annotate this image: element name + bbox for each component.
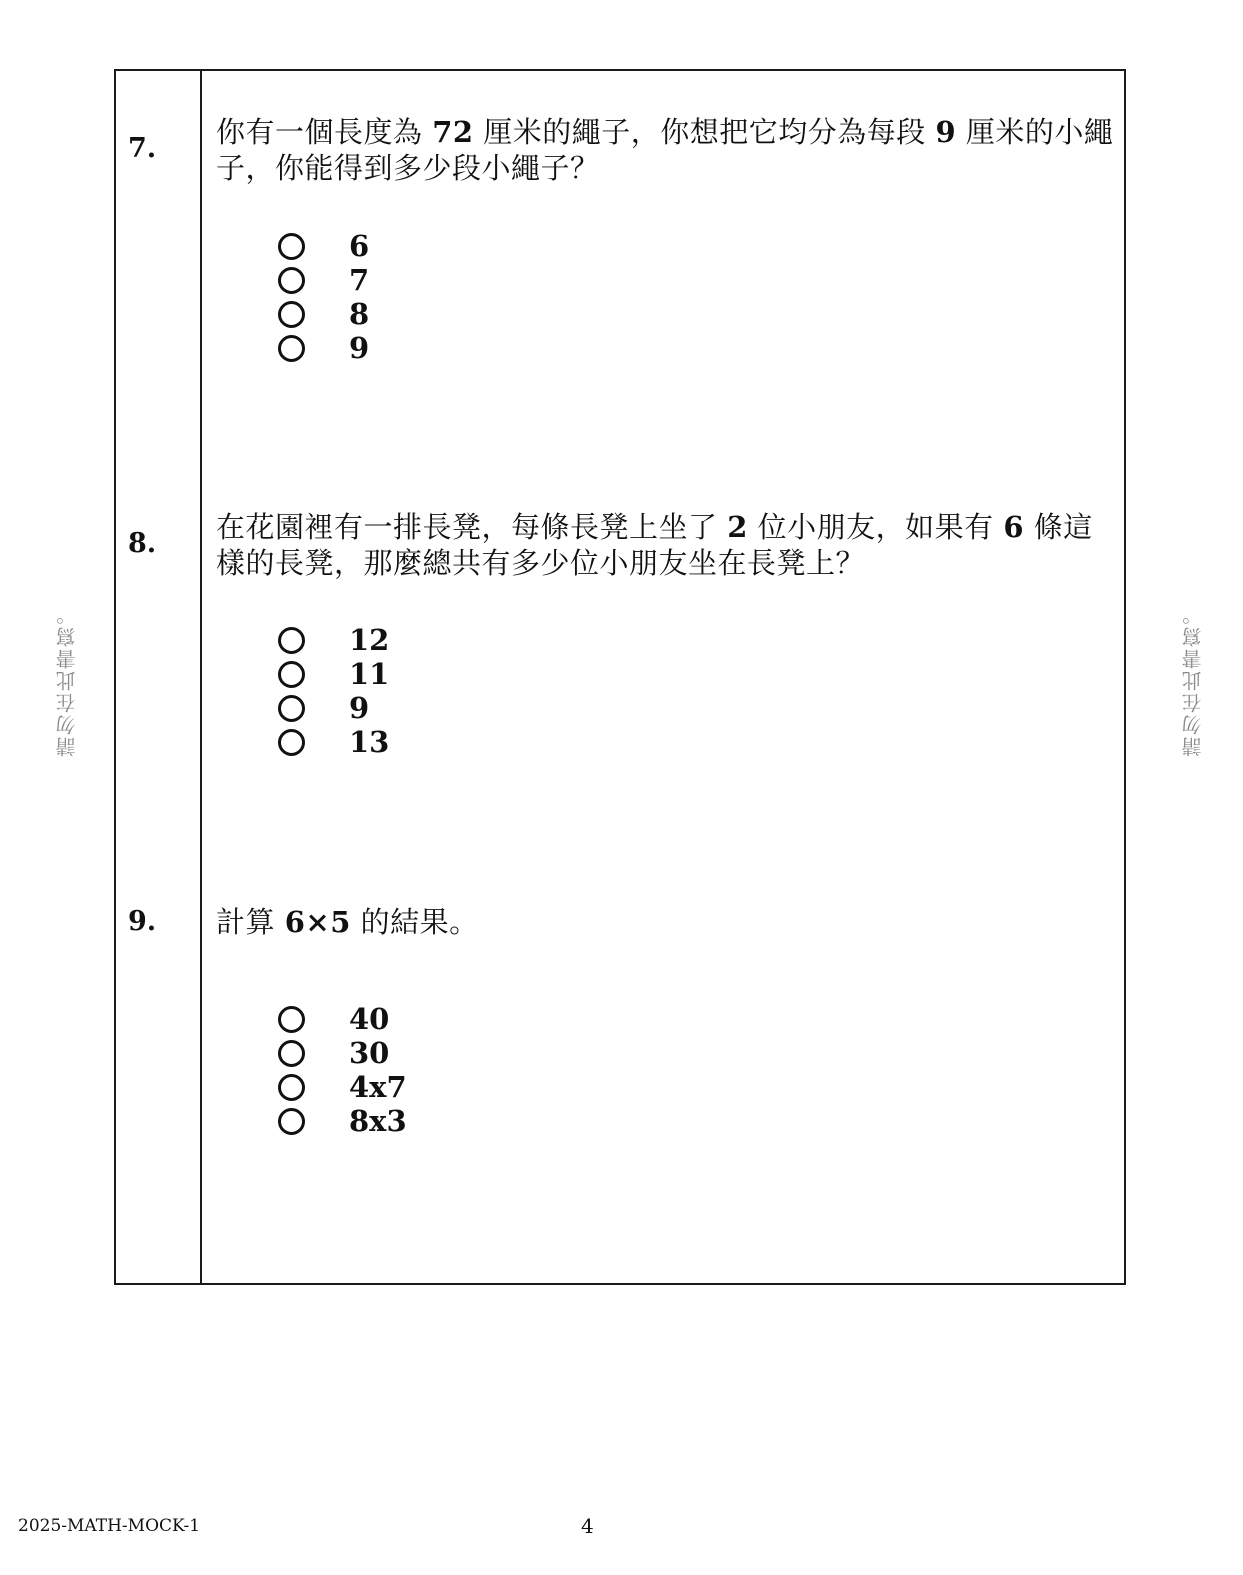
question-7-text [216, 114, 1116, 186]
right-margin-note: 請勿在此書寫。 [1181, 603, 1205, 757]
page-number: 4 [581, 1514, 594, 1538]
q9-text-b: 的結果。 [350, 905, 479, 939]
q8-option-c[interactable] [278, 691, 389, 725]
option-label: 30 [349, 1036, 390, 1070]
option-label: 9 [349, 331, 370, 365]
q7-text-c: 厘米的小繩子，你能得到多少段小繩子？ [216, 115, 1114, 185]
answer-bubble[interactable] [278, 1074, 305, 1101]
option-label: 11 [349, 657, 390, 691]
q7-segment-value: 9 [935, 115, 957, 149]
option-label: 8 [349, 297, 370, 331]
question-8-text [216, 509, 1116, 581]
answer-bubble[interactable] [278, 695, 305, 722]
q8-option-b[interactable] [278, 657, 389, 691]
answer-bubble[interactable] [278, 301, 305, 328]
q8-option-a[interactable] [278, 623, 389, 657]
question-9-text [216, 904, 1116, 940]
q7-option-b[interactable] [278, 263, 369, 297]
q7-option-c[interactable] [278, 297, 369, 331]
answer-bubble[interactable] [278, 1040, 305, 1067]
q7-text-a: 你有一個長度為 [216, 115, 433, 149]
q7-option-d[interactable] [278, 331, 369, 365]
answer-bubble[interactable] [278, 1108, 305, 1135]
question-8-number: 8. [128, 528, 157, 559]
q8-bench-value: 6 [1003, 510, 1025, 544]
question-table-border [114, 69, 1126, 1285]
option-label: 13 [349, 725, 390, 759]
q9-text-a: 計算 [216, 905, 285, 939]
q9-option-b[interactable] [278, 1036, 407, 1070]
q7-option-a[interactable] [278, 229, 369, 263]
q8-text-c: 條這樣的長凳，那麼總共有多少位小朋友坐在長凳上？ [216, 510, 1093, 580]
question-7-options [278, 229, 369, 365]
q8-text-b: 位小朋友，如果有 [747, 510, 1004, 544]
answer-bubble[interactable] [278, 1006, 305, 1033]
answer-bubble[interactable] [278, 267, 305, 294]
q9-option-a[interactable] [278, 1002, 407, 1036]
question-8-options [278, 623, 389, 759]
option-label: 12 [349, 623, 390, 657]
q8-text-a: 在花園裡有一排長凳，每條長凳上坐了 [216, 510, 728, 544]
q7-text-b: 厘米的繩子，你想把它均分為每段 [473, 115, 936, 149]
number-column-divider [200, 69, 202, 1285]
answer-bubble[interactable] [278, 661, 305, 688]
answer-bubble[interactable] [278, 729, 305, 756]
q8-option-d[interactable] [278, 725, 389, 759]
q9-option-c[interactable] [278, 1070, 407, 1104]
question-9-options [278, 1002, 407, 1138]
answer-bubble[interactable] [278, 233, 305, 260]
q9-option-d[interactable] [278, 1104, 407, 1138]
question-9-number: 9. [128, 906, 157, 937]
answer-bubble[interactable] [278, 627, 305, 654]
answer-bubble[interactable] [278, 335, 305, 362]
option-label: 40 [349, 1002, 390, 1036]
exam-code: 2025-MATH-MOCK-1 [18, 1516, 201, 1536]
q9-expression: 6×5 [284, 905, 351, 939]
left-margin-note: 請勿在此書寫。 [55, 603, 79, 757]
q7-length-value: 72 [432, 115, 474, 149]
option-label: 8x3 [349, 1104, 407, 1138]
question-7-number: 7. [128, 133, 157, 164]
option-label: 9 [349, 691, 370, 725]
q8-children-value: 2 [727, 510, 748, 544]
option-label: 7 [349, 263, 370, 297]
option-label: 6 [349, 229, 370, 263]
option-label: 4x7 [349, 1070, 407, 1104]
